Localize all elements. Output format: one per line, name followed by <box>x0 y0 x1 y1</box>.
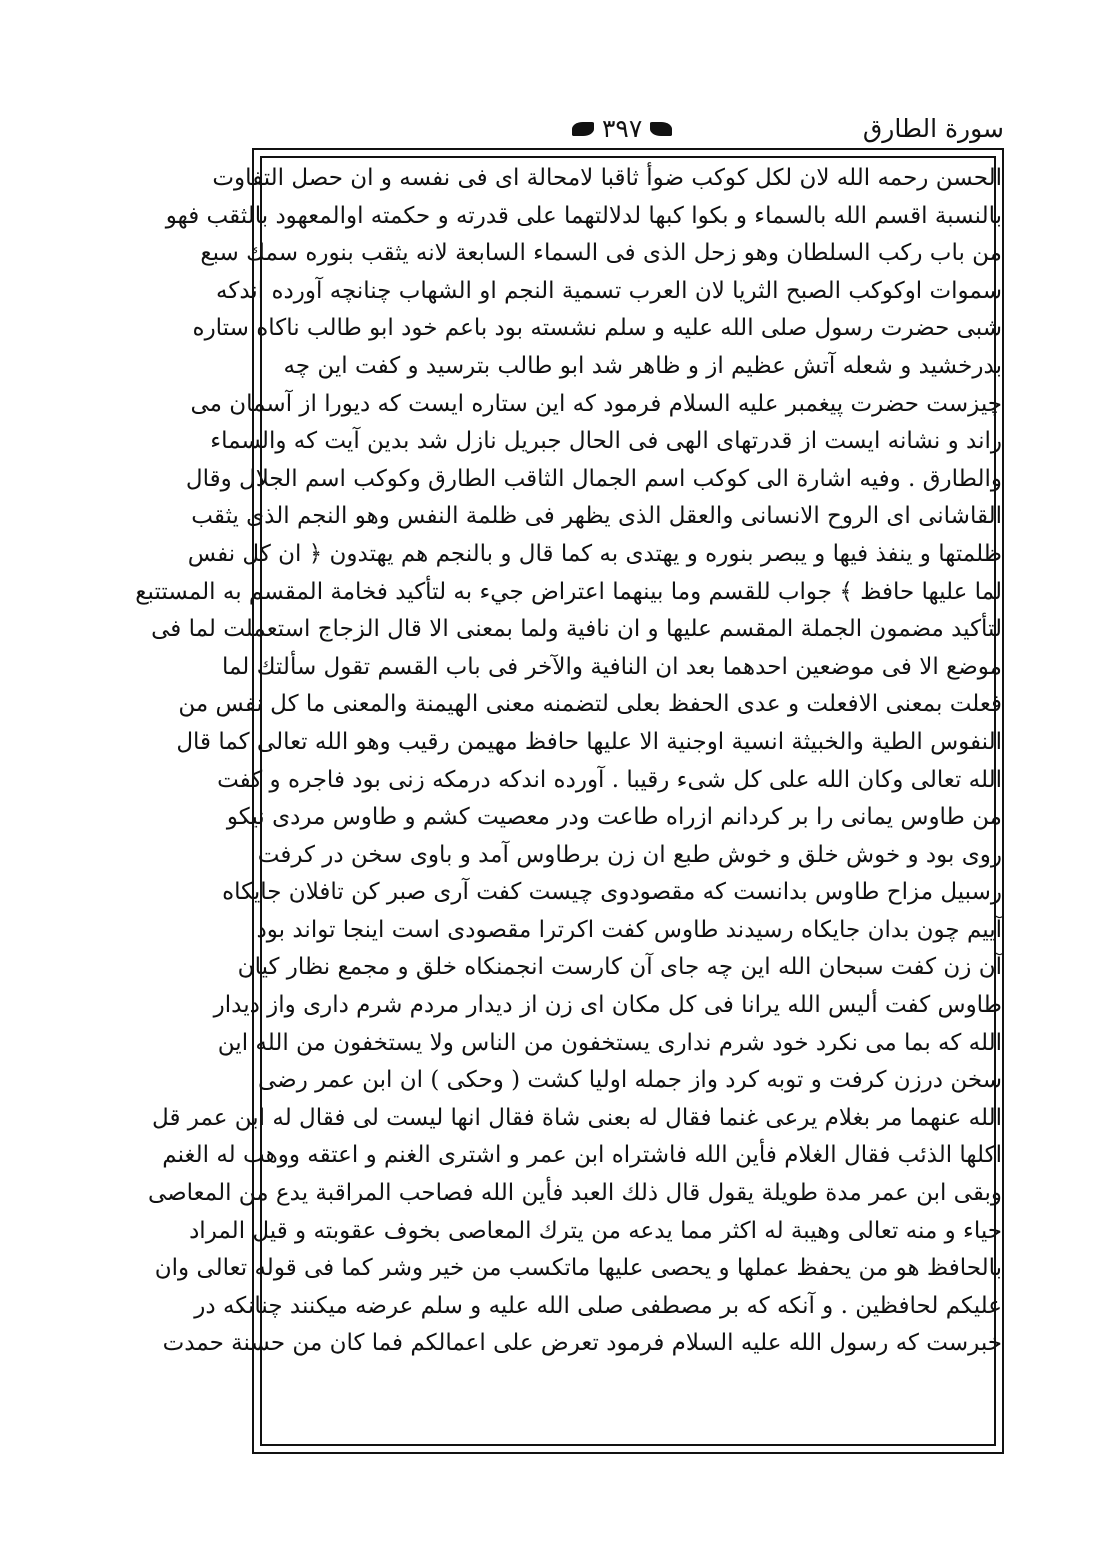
text-line: بالنسبة اقسم الله بالسماء و بكوا كبها لدلالتهما على قدرته و حكمته اوالمعهود بالثقب فهو <box>165 202 1002 229</box>
text-line: وبقى ابن عمر مدة طويلة يقول قال ذلك العبد فأين الله فصاحب المراقبة يدع من المعاصى <box>147 1180 1002 1207</box>
text-line: حياء و منه تعالى وهيبة له اكثر مما يدعه من يترك المعاصى بخوف عقوبته و قيل المراد <box>189 1217 1002 1244</box>
text-line: بدرخشيد و شعله آتش عظيم از و ظاهر شد ابو طالب بترسيد و كفت اين چه <box>283 352 1002 379</box>
body-text <box>135 160 1002 1450</box>
text-line: عليكم لحافظين . و آنكه كه بر مصطفى صلى الله عليه و سلم عرضه ميكنند چنانكه در <box>194 1292 1002 1319</box>
text-line: الحسن رحمه الله لان لكل كوكب ضوأ ثاقبا لامحالة اى فى نفسه و ان حصل التفاوت <box>212 165 1002 191</box>
text-line: والطارق . وفيه اشارة الى كوكب اسم الجمال الثاقب الطارق وكوكب اسم الجلال وقال <box>185 465 1002 492</box>
text-line: رسبيل مزاح طاوس بدانست كه مقصودوى چيست كفت آرى صبر كن تافلان جايكاه <box>222 879 1002 906</box>
text-line: فعلت بمعنى الافعلت و عدى الحفظ بعلى لتضمنه معنى الهيمنة والمعنى ما كل نفس من <box>178 691 1002 718</box>
text-line: شبى حضرت رسول صلى الله عليه و سلم نشسته بود باعم خود ابو طالب ناكاه ستاره <box>192 315 1002 342</box>
text-line: آييم چون بدان جايكاه رسيدند طاوس كفت اكرترا مقصودى است اينجا تواند بود <box>256 916 1002 943</box>
text-line: سخن درزن كرفت و توبه كرد واز جمله اوليا كشت ( وحكى ) ان ابن عمر رضى <box>258 1067 1002 1094</box>
text-line: خبرست كه رسول الله عليه السلام فرمود تعرض على اعمالكم فما كان من حسنة حمدت <box>162 1330 1002 1357</box>
text-line: آن زن كفت سبحان الله اين چه جاى آن كارست انجمنكاه خلق و مجمع نظار كيان <box>237 954 1002 981</box>
text-line: موضع الا فى موضعين احدهما بعد ان النافية والآخر فى باب القسم تقول سألتك لما <box>221 653 1002 680</box>
text-line: طاوس كفت أليس الله يرانا فى كل مكان اى زن از ديدار مردم شرم دارى واز ديدار <box>213 992 1002 1019</box>
text-line: لما عليها حافظ ﴾ جواب للقسم وما بينهما اعتراض جيء به لتأكيد فخامة المقسم به المستتبع <box>135 578 1002 605</box>
text-line: الله تعالى وكان الله على كل شىء رقيبا . آورده اندكه درمكه زنى بود فاجره و كفت <box>217 766 1002 793</box>
page-number: ٣٩٧ <box>602 114 643 143</box>
text-line: الله عنهما مر بغلام يرعى غنما فقال له بعنى شاة فقال انها ليست لى فقال له ابن عمر قل <box>152 1104 1002 1131</box>
text-line: النفوس الطية والخبيثة انسية اوجنية الا عليها حافظ مهيمن رقيب وهو الله تعالى كما قال <box>176 728 1002 755</box>
text-line: بالحافظ هو من يحفظ عملها و يحصى عليها ماتكسب من خير وشر كما فى قوله تعالى وان <box>154 1255 1002 1282</box>
text-line: سموات اوكوكب الصبح الثريا لان العرب تسمية النجم او الشهاب چنانچه آورده اندكه <box>216 277 1002 304</box>
chapter-title: سورة الطارق <box>862 114 1004 143</box>
text-line: من باب ركب السلطان وهو زحل الذى فى السماء السابعة لانه يثقب بنوره سمك سبع <box>200 240 1002 267</box>
text-line: روى بود و خوش خلق و خوش طبع ان زن برطاوس آمد و باوى سخن در كرفت <box>257 841 1002 868</box>
text-line: ظلمتها و ينفذ فيها و يبصر بنوره و يهتدى به كما قال و بالنجم هم يهتدون ﴿ ان كل نفس <box>187 540 1002 567</box>
text-line: الله كه بما مى نكرد خود شرم ندارى يستخفون من الناس ولا يستخفون من الله اين <box>217 1029 1002 1056</box>
text-line: من طاوس يمانى را بر كردانم ازراه طاعت ودر معصيت كشم و طاوس مردى نيكو <box>226 804 1002 831</box>
page-number-block <box>572 114 672 143</box>
text-line: اكلها الذئب فقال الغلام فأين الله فاشتراه ابن عمر و اشترى الغنم و اعتقه ووهب له الغنم <box>162 1142 1002 1169</box>
text-line: راند و نشانه ايست از قدرتهاى الهى فى الحال جبريل نازل شد بدين آيت كه والسماء <box>210 428 1002 455</box>
ornament-right-icon <box>650 122 672 136</box>
text-line: لتأكيد مضمون الجملة المقسم عليها و ان نافية ولما بمعنى الا قال الزجاج استعملت لما فى <box>151 616 1002 643</box>
text-line: چيزست حضرت پيغمبر عليه السلام فرمود كه اين ستاره ايست كه ديورا از آسمان مى <box>190 390 1002 417</box>
text-line: القاشانى اى الروح الانسانى والعقل الذى يظهر فى ظلمة النفس وهو النجم الذى يثقب <box>191 503 1002 530</box>
page-header <box>252 112 1004 148</box>
ornament-left-icon <box>572 122 594 136</box>
